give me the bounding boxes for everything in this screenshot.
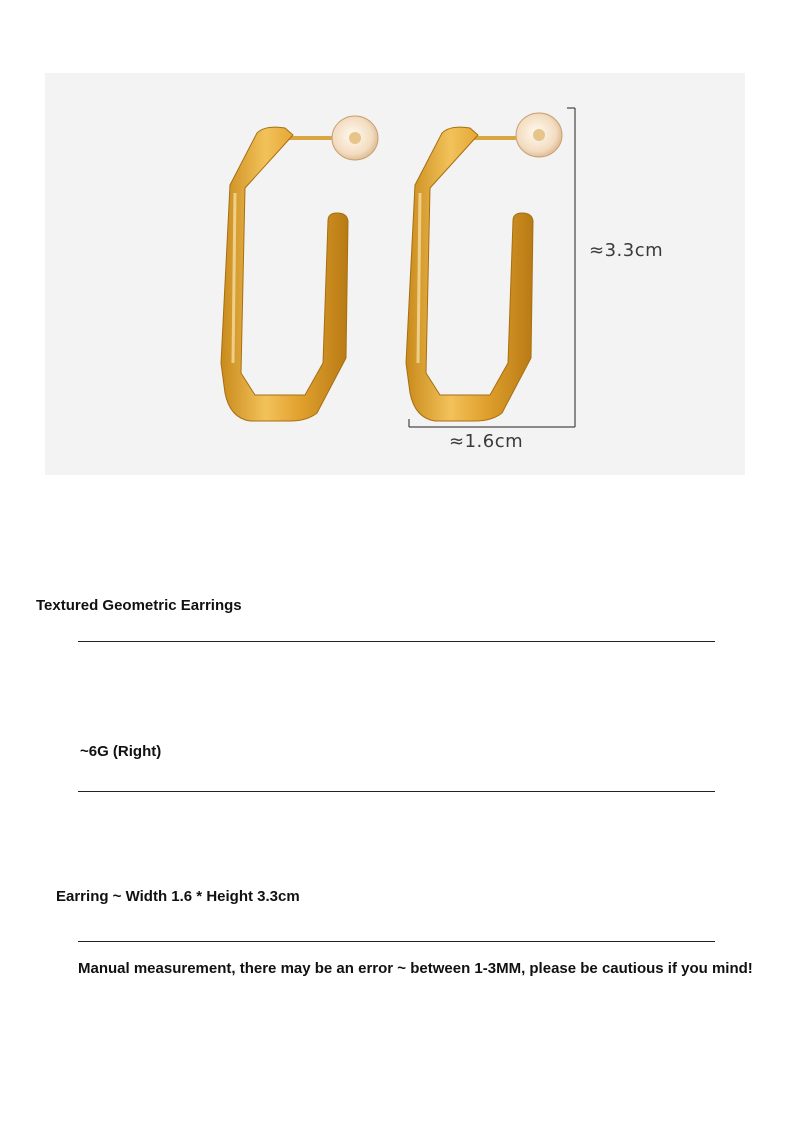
- divider: [78, 641, 715, 642]
- measurement-note: Manual measurement, there may be an error ~ between 1-3MM, please be cautious if you mind!: [78, 960, 753, 977]
- product-title: Textured Geometric Earrings: [36, 597, 242, 614]
- divider: [78, 791, 715, 792]
- weight-spec: ~6G (Right): [80, 743, 162, 760]
- earrings-illustration: [45, 73, 745, 475]
- product-photo: [45, 73, 745, 475]
- right-earring: [406, 113, 562, 421]
- width-label: ≈1.6cm: [449, 431, 524, 452]
- height-label: ≈3.3cm: [589, 240, 664, 261]
- size-spec: Earring ~ Width 1.6 * Height 3.3cm: [56, 888, 300, 905]
- height-dimension-line: [567, 108, 575, 427]
- left-earring: [221, 116, 378, 421]
- divider: [78, 941, 715, 942]
